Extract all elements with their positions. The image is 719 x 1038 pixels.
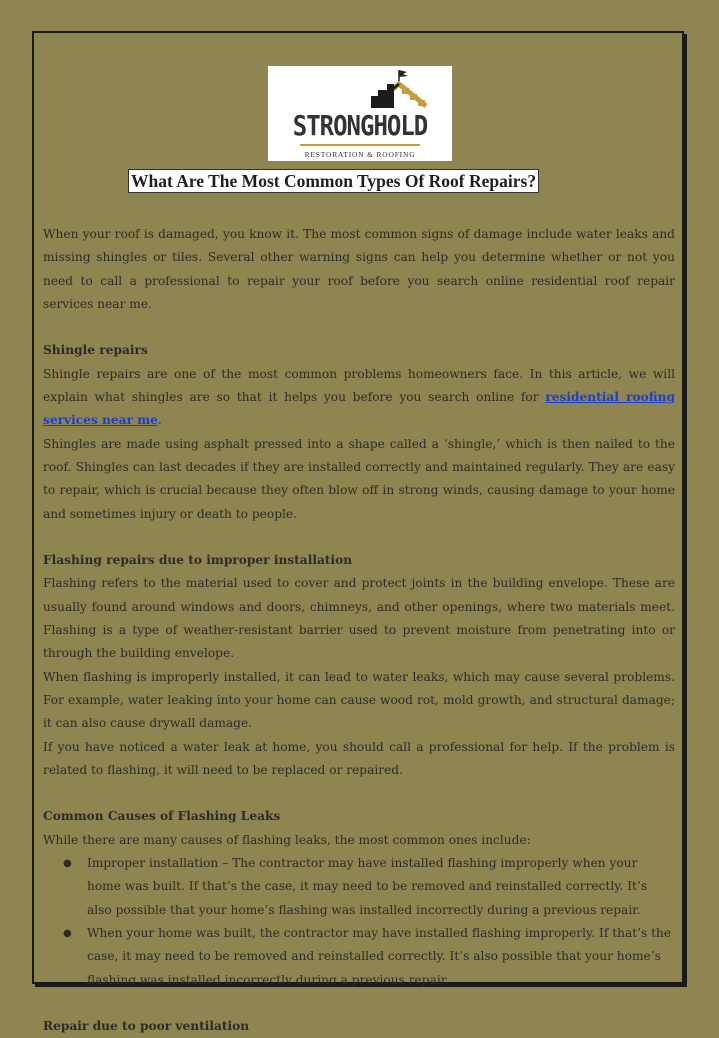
logo-wordmark: STRONGHOLD <box>292 109 428 143</box>
shingle-heading: Shingle repairs <box>43 343 148 358</box>
ventilation-heading: Repair due to poor ventilation <box>43 1019 250 1034</box>
flashing-paragraph-1: Flashing refers to the material used to cover and protect joints in the building envelope. These are usually found around windows and doors, chimneys, and other openings, where two materials meet. Flashing is a type of weather-resistant barrier used to prevent moisture from penetrating into or through the building envelope. <box>43 576 675 661</box>
intro-paragraph: When your roof is damaged, you know it. The most common signs of damage include water leaks and missing shingles or tiles. Several other warning signs can help you determine whether or not you need to call a professional to repair your roof before you search online residential roof repair services near me. <box>43 227 675 311</box>
article-body <box>43 223 675 1038</box>
stronghold-logo <box>268 66 452 161</box>
list-item: ● Improper installation – The contractor may have installed flashing improperly when your home was built. If that’s the case, it may need to be removed and reinstalled correctly. It’s also possible that your home’s flashing was installed incorrectly during a previous repair. <box>87 852 675 922</box>
causes-list <box>43 852 675 992</box>
list-item: ● When your home was built, the contractor may have installed flashing improperly. If that’s the case, it may need to be removed and reinstalled correctly. It’s also possible that your home’s flashing was installed incorrectly during a previous repair. <box>87 922 675 992</box>
shingle-paragraph-1: Shingle repairs are one of the most common problems homeowners face. In this article, we will explain what shingles are so that it helps you before you search online for residential roofing services near me. <box>43 366 675 428</box>
flashing-heading: Flashing repairs due to improper installation <box>43 553 353 568</box>
shingle-paragraph-2: Shingles are made using asphalt pressed into a shape called a ‘shingle,’ which is then nailed to the roof. Shingles can last decades if they are installed correctly and maintained regularly. They are easy to repair, which is crucial because they often blow off in strong winds, causing damage to your home and sometimes injury or death to people. <box>43 436 675 521</box>
page-title: What Are The Most Common Types Of Roof Repairs? <box>128 169 539 193</box>
flashing-paragraph-2: When flashing is improperly installed, it can lead to water leaks, which may cause several problems. For example, water leaking into your home can cause wood rot, mold growth, and structural damage; it can also cause drywall damage. <box>43 669 675 731</box>
logo-tagline: RESTORATION & ROOFING <box>304 150 416 159</box>
residential-roofing-link[interactable]: residential roofing services near me <box>43 390 675 428</box>
causes-heading: Common Causes of Flashing Leaks <box>43 809 281 824</box>
causes-intro: While there are many causes of flashing leaks, the most common ones include: <box>43 832 531 847</box>
flashing-paragraph-3: If you have noticed a water leak at home, you should call a professional for help. If the problem is related to flashing, it will need to be replaced or repaired. <box>43 739 675 777</box>
